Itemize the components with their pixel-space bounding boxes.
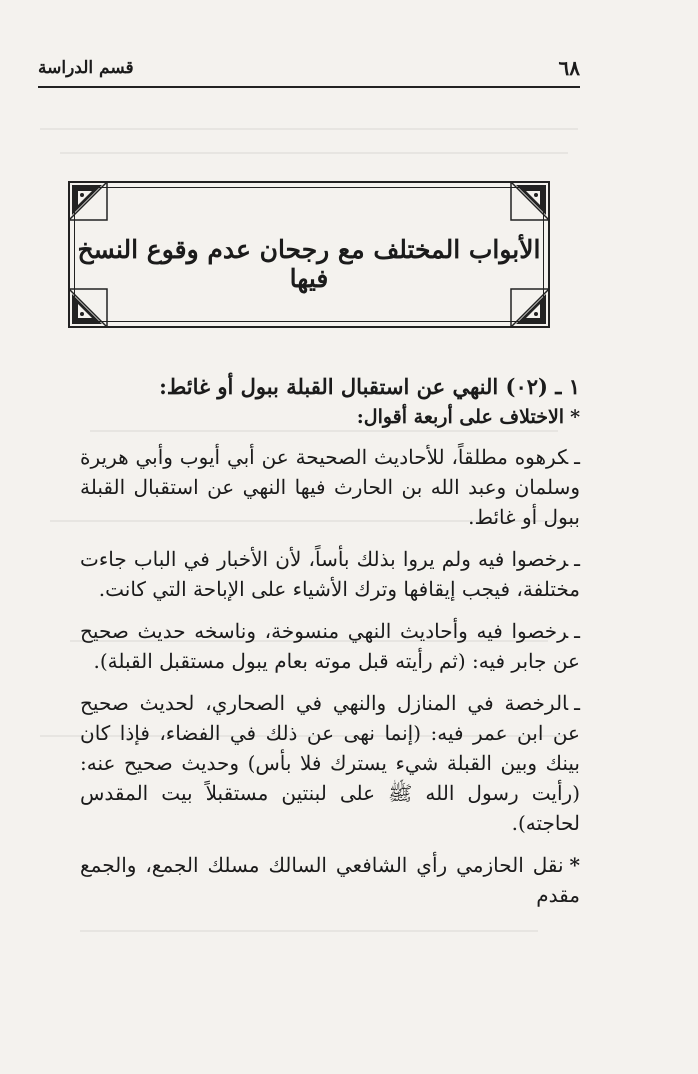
asterisk-bullet-icon: * bbox=[570, 406, 580, 428]
list-item-text: رخصوا فيه ولم يروا بذلك بأساً، لأن الأخبار في الباب جاءت مختلفة، فيجب إيقافها وترك الأشياء على الإباحة التي كانت. bbox=[80, 547, 580, 601]
header-rule bbox=[38, 86, 580, 88]
dash-bullet-icon: ـ bbox=[574, 691, 580, 715]
dash-bullet-icon: ـ bbox=[574, 547, 580, 571]
running-title: قسم الدراسة bbox=[38, 58, 134, 78]
page-number: ٦٨ bbox=[558, 56, 580, 80]
dash-bullet-icon: ـ bbox=[574, 445, 580, 469]
ornament-corner-icon bbox=[510, 181, 550, 221]
ornament-corner-icon bbox=[68, 288, 108, 328]
list-item-text: الرخصة في المنازل والنهي في الصحاري، لحديث صحيح عن ابن عمر فيه: (إنما نهى عن ذلك في الفضاء، فإذا كان بينك وبين القبلة شيء يسترك فلا بأس) وحديث صحيح عنه: (رأيت رسول الله ﷺ على لبنتين مستقبلاً بيت المقدس لحاجته). bbox=[80, 691, 580, 835]
subheading bbox=[80, 402, 580, 432]
section-heading: ١ ـ (٠٢) النهي عن استقبال القبلة ببول أو غائط: bbox=[159, 374, 580, 399]
list-item-text: كرهوه مطلقاً، للأحاديث الصحيحة عن أبي أيوب وأبي هريرة وسلمان وعبد الله بن الحارث فيها النهي عن استقبال القبلة ببول أو غائط. bbox=[80, 445, 580, 529]
chapter-title: الأبواب المختلف مع رجحان عدم وقوع النسخ فيها bbox=[77, 235, 541, 293]
ornament-corner-icon bbox=[510, 288, 550, 328]
note-paragraph bbox=[80, 850, 580, 910]
list-item-text: رخصوا فيه وأحاديث النهي منسوخة، وناسخه حديث صحيح عن جابر فيه: (ثم رأيته قبل موته بعام يبول مستقبل القبلة). bbox=[80, 619, 580, 673]
subheading-text: الاختلاف على أربعة أقوال: bbox=[356, 406, 565, 428]
dash-bullet-icon: ـ bbox=[574, 619, 580, 643]
page-header bbox=[38, 50, 580, 86]
chapter-title-frame bbox=[68, 181, 550, 328]
list-item bbox=[80, 688, 580, 838]
list-item bbox=[80, 442, 580, 532]
list-item bbox=[80, 544, 580, 604]
ornament-corner-icon bbox=[68, 181, 108, 221]
main-text bbox=[80, 372, 580, 910]
asterisk-bullet-icon: * bbox=[569, 853, 580, 877]
note-text: نقل الحازمي رأي الشافعي السالك مسلك الجمع، والجمع مقدم bbox=[80, 853, 580, 907]
list-item bbox=[80, 616, 580, 676]
